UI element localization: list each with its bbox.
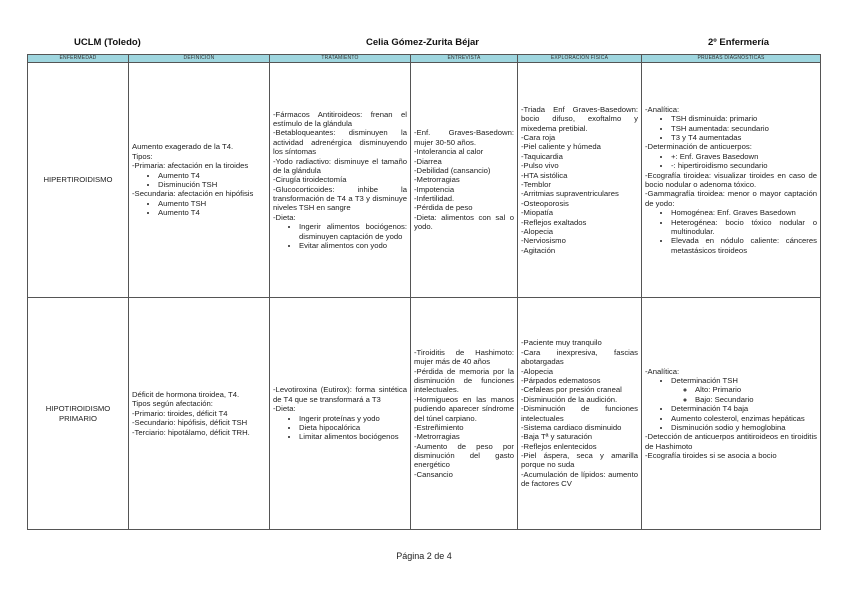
- list-item-text: Determinación TSH: [671, 375, 738, 385]
- list-item: ◦ Alto: Primario: [695, 385, 817, 394]
- header-left: UCLM (Toledo): [74, 37, 141, 48]
- list-item: • Aumento T4: [158, 208, 266, 217]
- text-line: -Disminución de funciones intelectuales: [521, 404, 638, 423]
- list-item: • Ingerir proteínas y yodo: [299, 414, 407, 423]
- header-author: Celia Gómez-Zurita Béjar: [366, 37, 479, 48]
- text-line: -Cara roja: [521, 133, 556, 143]
- list-item: • Disminución TSH: [158, 180, 266, 189]
- bullet-list: [645, 208, 817, 255]
- bullet-list: [132, 171, 266, 190]
- text-line: -Nerviosismo: [521, 236, 566, 246]
- text-line: -Alopecia: [521, 366, 554, 376]
- list-item: • Disminución sodio y hemoglobina: [671, 423, 817, 432]
- text-line: -Disminución de la audición.: [521, 394, 618, 404]
- text-line: -Primario: tiroides, déficit T4: [132, 408, 228, 418]
- header-course: 2º Enfermería: [708, 37, 770, 48]
- disease-name: HIPERTIROIDISMO: [28, 63, 129, 298]
- text-line: -Pulso vivo: [521, 161, 559, 171]
- treatment-cell: [270, 63, 411, 298]
- text-line: -Hormigueos en las manos pudiendo aparecer síndrome del túnel carpiano.: [414, 394, 514, 423]
- definition-cell: [129, 63, 270, 298]
- list-item: • Ingerir alimentos bociógenos: disminuyen captación de yodo: [299, 222, 407, 241]
- interview-cell: [411, 63, 518, 298]
- text-line: -Baja Tª y saturación: [521, 432, 593, 442]
- list-item: • T3 y T4 aumentadas: [671, 133, 817, 142]
- text-line: -Cara inexpresiva, fascias abotargadas: [521, 347, 638, 367]
- list-item: • TSH aumentada: secundario: [671, 124, 817, 133]
- text-line: -Diarrea: [414, 156, 442, 166]
- text-line: Tipos:: [132, 151, 153, 161]
- text-line: -Tiroiditis de Hashimoto: mujer más de 40 años: [414, 347, 514, 367]
- text-line: -Sistema cardiaco disminuido: [521, 422, 622, 432]
- list-item: • Evitar alimentos con yodo: [299, 241, 407, 250]
- text-line: -Dieta: alimentos con sal o yodo.: [414, 212, 514, 232]
- diagnostic-tests-cell: [642, 63, 821, 298]
- text-line: -Secundaria: afectación en hipófisis: [132, 189, 254, 199]
- text-line: -HTA sistólica: [521, 170, 568, 180]
- physical-exam-cell: [518, 298, 642, 530]
- column-header: ENFERMEDAD: [28, 55, 129, 63]
- text-line: -Metrorragias: [414, 175, 460, 185]
- list-item: • Aumento colesterol, enzimas hepáticas: [671, 414, 817, 423]
- list-item: • Limitar alimentos bociógenos: [299, 432, 407, 441]
- column-header: TRATAMIENTO: [270, 55, 411, 63]
- text-line: -Secundario: hipófisis, déficit TSH: [132, 418, 248, 428]
- text-line: -Betabloqueantes: disminuyen la actividad adrenérgica disminuyendo los síntomas: [273, 128, 407, 157]
- text-line: -Levotiroxina (Eutirox): forma sintética de T4 que se transformará a T3: [273, 385, 407, 404]
- list-item: • Aumento T4: [158, 171, 266, 180]
- text-line: -Osteoporosis: [521, 198, 569, 208]
- text-line: -Yodo radiactivo: disminuye el tamaño de la glándula: [273, 156, 407, 175]
- text-line: -Enf. Graves-Basedown: mujer 30-50 años.: [414, 128, 514, 147]
- text-line: -Piel áspera, seca y amarilla porque no suda: [521, 451, 638, 470]
- text-line: Tipos según afectación:: [132, 399, 213, 409]
- list-item: • -: hipertiroidismo secundario: [671, 161, 817, 170]
- bullet-list: [132, 199, 266, 218]
- text-line: -Alopecia: [521, 226, 554, 236]
- text-line: -Cefaleas por presión craneal: [521, 385, 622, 395]
- text-line: -Arritmias supraventriculares: [521, 189, 619, 199]
- text-line: -Pérdida de memoria por la disminución de funciones intelectuales.: [414, 366, 514, 395]
- text-line: -Dieta:: [273, 404, 296, 414]
- column-header: DEFINICIÓN: [129, 55, 270, 63]
- text-line: -Acumulación de lípidos: aumento de factores CV: [521, 469, 638, 489]
- text-line: -Metrorragias: [414, 432, 460, 442]
- column-header: PRUEBAS DIAGNÓSTICAS: [642, 55, 821, 63]
- text-line: -Temblor: [521, 180, 551, 189]
- text-line: -Reflejos enlentecidos: [521, 441, 597, 451]
- text-line: -Taquicardia: [521, 151, 563, 161]
- list-item: [671, 376, 817, 404]
- text-line: -Intolerancia al calor: [414, 147, 484, 157]
- interview-cell: [411, 298, 518, 530]
- list-item: • Homogénea: Enf. Graves Basedown: [671, 208, 817, 217]
- text-line: -Dieta:: [273, 212, 296, 222]
- text-line: -Debilidad (cansancio): [414, 165, 491, 175]
- text-line: -Reflejos exaltados: [521, 217, 587, 227]
- column-header: ENTREVISTA: [411, 55, 518, 63]
- list-item: ◦ Bajo: Secundario: [695, 395, 817, 404]
- text-line: -Determinación de anticuerpos:: [645, 142, 752, 152]
- text-line: -Agitación: [521, 245, 556, 255]
- bullet-list: [645, 114, 817, 142]
- text-line: -Miopatía: [521, 208, 554, 218]
- text-line: -Estreñimiento: [414, 422, 464, 432]
- table-row-hipertiroidismo: [28, 63, 821, 298]
- text-line: -Ecografía tiroidea: visualizar tiroides en caso de bocio nodular o adenoma tóxico.: [645, 170, 817, 189]
- disease-name: HIPOTIROIDISMO PRIMARIO: [28, 298, 129, 530]
- page-number: Página 2 de 4: [396, 551, 452, 561]
- sub-bullet-list: [671, 385, 817, 404]
- text-line: -Fármacos Antitiroideos: frenan el estímulo de la glándula: [273, 109, 407, 128]
- list-item: • Determinación T4 baja: [671, 404, 817, 413]
- physical-exam-cell: [518, 63, 642, 298]
- text-line: -Glucocorticoides: inhibe la transformación de T4 a T3 y disminuye niveles TSH en sangre: [273, 184, 407, 213]
- text-line: -Paciente muy tranquilo: [521, 338, 602, 348]
- text-line: -Pérdida de peso: [414, 203, 473, 213]
- text-line: -Piel caliente y húmeda: [521, 142, 601, 152]
- text-line: -Triada Enf Graves-Basedown: bocio difuso, exoftalmo y mixedema pretibial.: [521, 104, 638, 133]
- text-line: -Analítica:: [645, 104, 680, 114]
- list-item: • +: Enf. Graves Basedown: [671, 152, 817, 161]
- text-line: -Terciario: hipotálamo, déficit TRH.: [132, 427, 250, 437]
- list-item: • TSH disminuida: primario: [671, 114, 817, 123]
- text-line: Déficit de hormona tiroidea, T4.: [132, 390, 240, 400]
- text-line: Aumento exagerado de la T4.: [132, 142, 234, 152]
- list-item: • Aumento TSH: [158, 199, 266, 208]
- text-line: -Gammagrafía tiroidea: menor o mayor captación de yodo:: [645, 189, 817, 208]
- list-item: • Heterogénea: bocio tóxico nodular o multinodular.: [671, 218, 817, 237]
- bullet-list: [273, 222, 407, 250]
- diagnostic-tests-cell: [642, 298, 821, 530]
- text-line: -Cansancio: [414, 469, 453, 479]
- column-header: EXPLORACIÓN FÍSICA: [518, 55, 642, 63]
- table-row-hipotiroidismo: [28, 298, 821, 530]
- text-line: -Infertilidad.: [414, 194, 455, 204]
- bullet-list: [273, 414, 407, 442]
- table-header-row: [28, 55, 821, 63]
- bullet-list: [645, 152, 817, 171]
- treatment-cell: [270, 298, 411, 530]
- definition-cell: [129, 298, 270, 530]
- text-line: -Párpados edematosos: [521, 375, 601, 385]
- text-line: -Ecografía tiroides si se asocia a bocio: [645, 451, 777, 461]
- summary-table: [27, 54, 821, 530]
- text-line: -Aumento de peso por disminución del gasto energético: [414, 441, 514, 470]
- text-line: -Impotencia: [414, 184, 455, 194]
- text-line: -Detección de anticuerpos antitiroideos en tiroiditis de Hashimoto: [645, 432, 817, 451]
- bullet-list: [645, 376, 817, 432]
- list-item: • Elevada en nódulo caliente: cánceres metastásicos tiroideos: [671, 236, 817, 255]
- text-line: -Analítica:: [645, 366, 680, 376]
- text-line: -Cirugía tiroidectomía: [273, 175, 347, 185]
- list-item: • Dieta hipocalórica: [299, 423, 407, 432]
- text-line: -Primaria: afectación en la tiroides: [132, 161, 249, 171]
